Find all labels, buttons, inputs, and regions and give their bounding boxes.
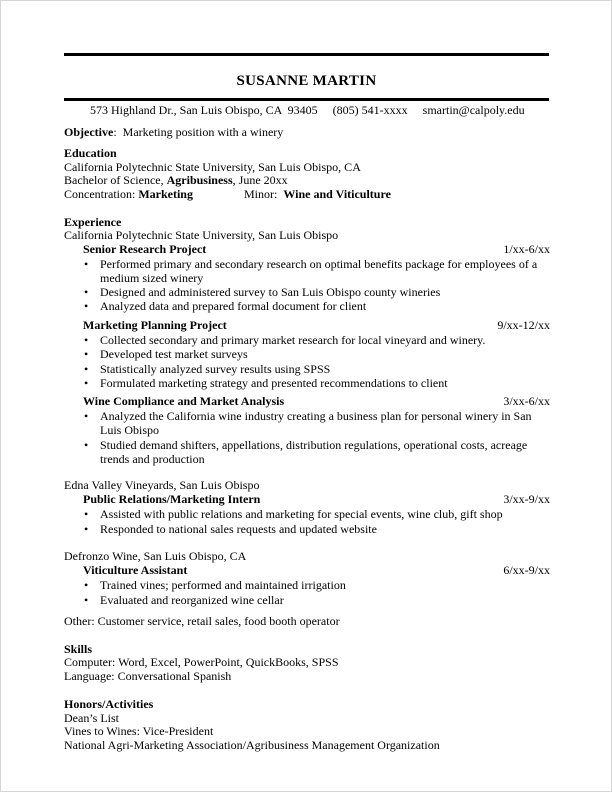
job-date-senior-research: 1/xx-6/xx (503, 242, 550, 256)
bullet-icon: • (84, 299, 89, 313)
experience-org-edna-valley: Edna Valley Vineyards, San Luis Obispo (64, 478, 260, 492)
honors-item: Vines to Wines: Vice-President (64, 724, 214, 738)
bullet-text: Collected secondary and primary market research for local vineyard and winery. (100, 333, 486, 347)
honors-item: National Agri-Marketing Association/Agribusiness Management Organization (64, 738, 440, 752)
bullet-icon: • (84, 522, 89, 536)
concentration-label: Concentration: (64, 187, 136, 201)
bullet-text: Assisted with public relations and marketing for special events, wine club, gift shop (100, 507, 503, 521)
minor-label: Minor: (244, 187, 278, 201)
bullet-icon: • (84, 578, 89, 592)
degree-prefix: Bachelor of Science, (64, 173, 164, 187)
job-title-viticulture: Viticulture Assistant (83, 563, 188, 577)
bullet-icon: • (84, 257, 89, 271)
objective-line: Objective: Marketing position with a winery (64, 125, 284, 139)
job-date-marketing-planning: 9/xx-12/xx (497, 318, 550, 332)
bullet-text: Studied demand shifters, appellations, distribution regulations, operational costs, acreage (100, 438, 528, 452)
bullet-icon: • (84, 333, 89, 347)
education-concentration (64, 187, 193, 201)
experience-heading: Experience (64, 215, 122, 229)
bullet-icon: • (84, 507, 89, 521)
bullet-text: Analyzed data and prepared formal document for client (100, 299, 367, 313)
experience-org-calpoly: California Polytechnic State University, San Luis Obispo (64, 228, 339, 242)
bullet-icon: • (84, 362, 89, 376)
concentration-value: Marketing (138, 187, 193, 201)
bullet-text: Trained vines; performed and maintained irrigation (100, 578, 346, 592)
skills-heading: Skills (64, 642, 93, 656)
honors-item: Dean’s List (64, 711, 119, 725)
contact-address: 573 Highland Dr., San Luis Obispo, CA 93405 (90, 103, 318, 117)
skills-computer: Computer: Word, Excel, PowerPoint, QuickBooks, SPSS (64, 655, 339, 669)
degree-date: , June 20xx (232, 173, 288, 187)
experience-other: Other: Customer service, retail sales, food booth operator (64, 614, 340, 628)
bullet-icon: • (84, 347, 89, 361)
bullet-icon: • (84, 438, 89, 452)
contact-line (90, 103, 525, 118)
header-rule (64, 98, 549, 101)
education-minor (244, 187, 391, 201)
minor-value: Wine and Viticulture (283, 187, 391, 201)
bullet-text: Performed primary and secondary research on optimal benefits package for employees of a (100, 257, 538, 271)
bullet-icon: • (84, 409, 89, 423)
bullet-icon: • (84, 376, 89, 390)
bullet-text: Formulated marketing strategy and presented recommendations to client (100, 376, 448, 390)
bullet-text: Responded to national sales requests and updated website (100, 522, 377, 536)
contact-phone: (805) 541-xxxx (332, 103, 408, 117)
bullet-text: Developed test market surveys (100, 347, 248, 361)
job-date-wine-compliance: 3/xx-6/xx (503, 394, 550, 408)
skills-language: Language: Conversational Spanish (64, 669, 232, 683)
objective-label: Objective (64, 125, 114, 139)
bullet-text: Designed and administered survey to San Luis Obispo county wineries (100, 285, 441, 299)
honors-heading: Honors/Activities (64, 697, 154, 711)
bullet-text: Statistically analyzed survey results using SPSS (100, 362, 331, 376)
job-title-marketing-planning: Marketing Planning Project (83, 318, 227, 332)
bullet-text-continued: medium sized winery (100, 271, 204, 285)
bullet-icon: • (84, 593, 89, 607)
job-title-wine-compliance: Wine Compliance and Market Analysis (83, 394, 285, 408)
bullet-text: Evaluated and reorganized wine cellar (100, 593, 284, 607)
job-title-senior-research: Senior Research Project (83, 242, 207, 256)
education-degree (64, 173, 288, 187)
education-school: California Polytechnic State University, San Luis Obispo, CA (64, 160, 361, 174)
bullet-text-continued: Luis Obispo (100, 423, 160, 437)
objective-text: Marketing position with a winery (122, 125, 284, 139)
degree-major: Agribusiness (166, 173, 233, 187)
job-date-viticulture: 6/xx-9/xx (503, 563, 550, 577)
bullet-icon: • (84, 285, 89, 299)
experience-org-defronzo: Defronzo Wine, San Luis Obispo, CA (64, 549, 247, 563)
resume-name: SUSANNE MARTIN (236, 73, 377, 89)
top-rule (64, 53, 549, 56)
job-date-pr-intern: 3/xx-9/xx (503, 492, 550, 506)
education-heading: Education (64, 146, 117, 160)
contact-email: smartin@calpoly.edu (422, 103, 525, 117)
bullet-text: Analyzed the California wine industry creating a business plan for personal winery in San (100, 409, 532, 423)
bullet-text-continued: trends and production (100, 452, 205, 466)
job-title-pr-intern: Public Relations/Marketing Intern (83, 492, 261, 506)
